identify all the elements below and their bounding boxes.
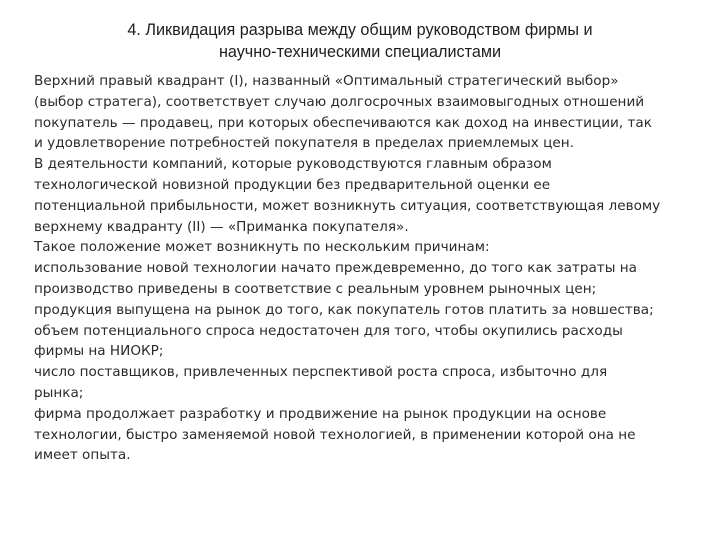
body-line: производство приведены в соответствие с реальным уровнем рыночных цен; (34, 280, 597, 297)
body-line: верхнему квадранту (II) — «Приманка покупателя». (34, 218, 409, 235)
body-line: и удовлетворение потребностей покупателя в пределах приемлемых цен. (34, 135, 574, 152)
body-line: использование новой технологии начато преждевременно, до того как затраты на (34, 260, 637, 277)
body-line: Верхний правый квадрант (I), названный «Оптимальный стратегический выбор» (34, 73, 619, 89)
body-line: фирма продолжает разработку и продвижение на рынок продукции на основе (34, 405, 607, 422)
body-line: число поставщиков, привлеченных перспективой роста спроса, избыточно для (34, 364, 608, 381)
body-line: потенциальной прибыльности, может возникнуть ситуация, соответствующая левому (34, 197, 661, 214)
body-line: технологии, быстро заменяемой новой технологией, в применении которой она не (34, 426, 636, 443)
body-line: фирмы на НИОКР; (34, 343, 164, 360)
slide-body-text (34, 71, 704, 466)
body-line: объем потенциального спроса недостаточен для того, чтобы окупились расходы (34, 322, 623, 339)
slide-title (40, 19, 680, 63)
body-line: рынка; (34, 384, 84, 401)
slide-title-line: научно-техническими специалистами (218, 43, 502, 61)
body-line: В деятельности компаний, которые руководствуются главным образом (34, 156, 552, 173)
body-line: Такое положение может возникнуть по нескольким причинам: (34, 239, 490, 256)
body-line: (выбор стратега), соответствует случаю долгосрочных взаимовыгодных отношений (34, 93, 645, 110)
slide-title-line: 4. Ликвидация разрыва между общим руководством фирмы и (127, 21, 593, 39)
body-line: имеет опыта. (34, 447, 131, 464)
body-line: технологической новизной продукции без предварительной оценки ее (34, 176, 551, 193)
body-line: покупатель — продавец, при которых обеспечиваются как доход на инвестиции, так (34, 114, 652, 131)
body-line: продукция выпущена на рынок до того, как покупатель готов платить за новшества; (34, 301, 654, 318)
